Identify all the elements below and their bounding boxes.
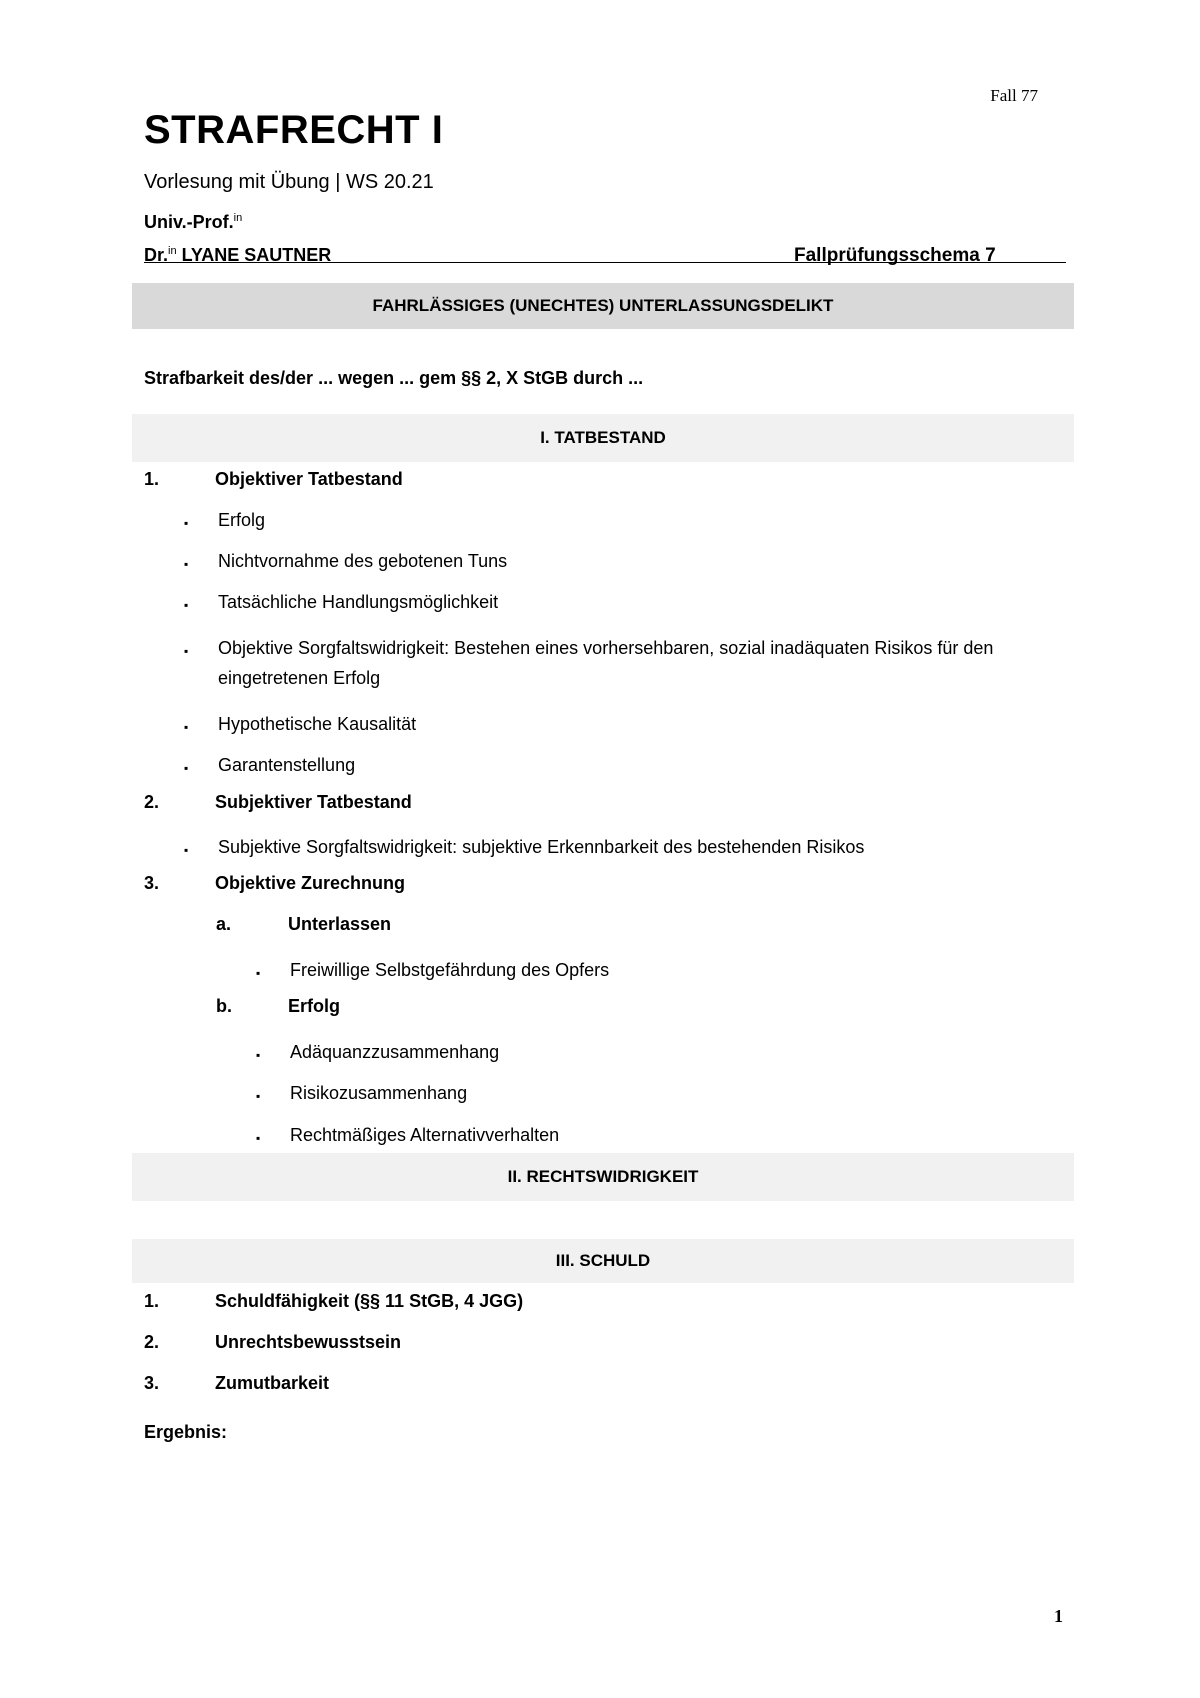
item-number: 3.: [144, 873, 160, 893]
bullet-icon: ▪: [256, 1131, 261, 1145]
header-rule: [144, 262, 1066, 263]
item-zumutbarkeit: Zumutbarkeit: [215, 1373, 330, 1393]
section-rechtswidrigkeit-heading: II. RECHTSWIDRIGKEIT: [507, 1167, 699, 1186]
bullet-icon: ▪: [256, 1089, 261, 1103]
item-number: 2.: [144, 1332, 160, 1352]
main-heading-band: [132, 283, 1074, 329]
strafbarkeit-line: Strafbarkeit des/der ... wegen ... gem §§ 2, X StGB durch ...: [144, 368, 644, 388]
page-number: 1: [1054, 1606, 1063, 1626]
list-item: Tatsächliche Handlungsmöglichkeit: [218, 592, 499, 612]
professor-suffix: in: [233, 212, 243, 224]
bullet-icon: ▪: [184, 516, 189, 530]
section-rechtswidrigkeit-band: [132, 1153, 1074, 1201]
item-schuldfaehigkeit: Schuldfähigkeit (§§ 11 StGB, 4 JGG): [215, 1291, 524, 1311]
list-item: Risikozusammenhang: [290, 1083, 468, 1103]
list-item: Objektive Sorgfaltswidrigkeit: Bestehen eines vorhersehbaren, sozial inadäquaten Risikos für den eingetretenen Erfolg: [218, 638, 994, 688]
list-item: Erfolg: [218, 510, 266, 530]
bullet-icon: ▪: [184, 644, 189, 658]
item-number: 2.: [144, 792, 160, 812]
bullet-icon: ▪: [184, 843, 189, 857]
list-item: Subjektive Sorgfaltswidrigkeit: subjektive Erkennbarkeit des bestehenden Risikos: [218, 837, 865, 857]
bullet-icon: ▪: [184, 761, 189, 775]
list-item: Freiwillige Selbstgefährdung des Opfers: [290, 960, 610, 980]
case-number: Fall 77: [990, 86, 1038, 105]
section-tatbestand-band: [132, 414, 1074, 462]
section-schuld-band: [132, 1239, 1074, 1283]
item-number: 1.: [144, 469, 160, 489]
document-subtitle: Vorlesung mit Übung | WS 20.21: [144, 171, 434, 193]
list-item: Rechtmäßiges Alternativverhalten: [290, 1125, 560, 1145]
professor-prefix: Univ.-Prof.: [144, 212, 234, 232]
document-title: STRAFRECHT I: [144, 108, 444, 152]
subitem-erfolg: Erfolg: [288, 996, 340, 1016]
section-tatbestand-heading: I. TATBESTAND: [540, 428, 666, 447]
bullet-icon: ▪: [184, 598, 189, 612]
subitem-letter: b.: [216, 996, 232, 1016]
list-item: Garantenstellung: [218, 755, 356, 775]
bullet-icon: ▪: [256, 966, 261, 980]
list-item: Adäquanzzusammenhang: [290, 1042, 500, 1062]
section-schuld-heading: III. SCHULD: [555, 1251, 651, 1270]
bullet-icon: ▪: [184, 720, 189, 734]
bullet-icon: ▪: [256, 1048, 261, 1062]
subitem-letter: a.: [216, 914, 232, 934]
ergebnis-label: Ergebnis:: [144, 1422, 228, 1442]
author-prefix: Dr.: [144, 245, 169, 265]
list-item: Hypothetische Kausalität: [218, 714, 417, 734]
item-objektiver-tatbestand: Objektiver Tatbestand: [215, 469, 403, 489]
main-heading: FAHRLÄSSIGES (UNECHTES) UNTERLASSUNGSDELIKT: [372, 296, 834, 315]
list-item: Nichtvornahme des gebotenen Tuns: [218, 551, 508, 571]
professor-title: [144, 212, 242, 233]
item-unrechtsbewusstsein: Unrechtsbewusstsein: [215, 1332, 402, 1352]
item-number: 3.: [144, 1373, 160, 1393]
item-objektive-zurechnung: Objektive Zurechnung: [215, 873, 406, 893]
item-number: 1.: [144, 1291, 160, 1311]
item-subjektiver-tatbestand: Subjektiver Tatbestand: [215, 792, 412, 812]
author-name-text: LYANE SAUTNER: [176, 245, 332, 265]
subitem-unterlassen: Unterlassen: [288, 914, 392, 934]
schema-label: Fallprüfungsschema 7: [794, 245, 996, 266]
bullet-icon: ▪: [184, 557, 189, 571]
author-suffix: in: [168, 245, 177, 257]
